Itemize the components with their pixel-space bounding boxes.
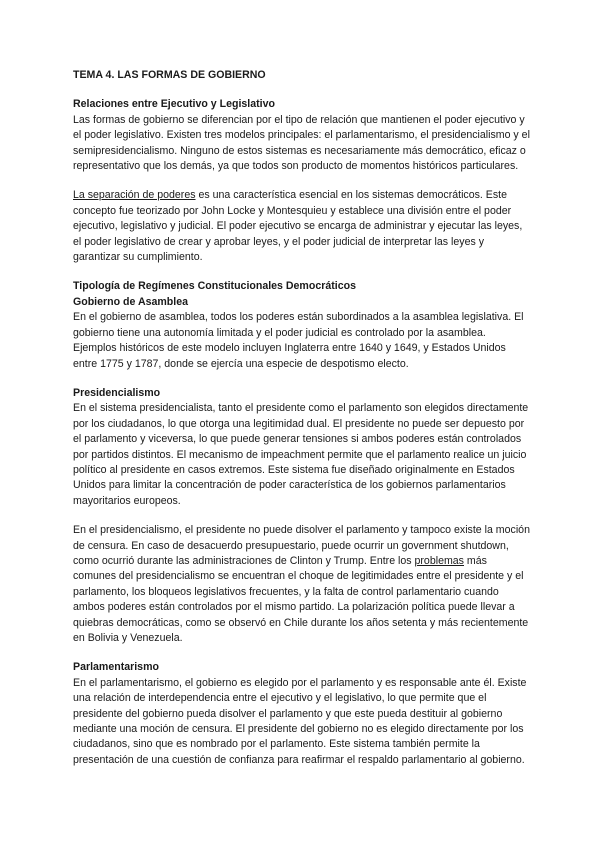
paragraph-formas-de-gobierno: Las formas de gobierno se diferencian por el tipo de relación que mantienen el poder ejecutivo y el poder legislativo. Existen tres modelos principales: el parlamentarismo, el presidencialismo y el semipresidencialismo. Ninguno de estos sistemas es necesariamente más democrático, eficaz o representativo que los demás, ya que todos son producto de momentos históricos particulares. [73, 113, 530, 173]
paragraph-gobierno-asamblea: En el gobierno de asamblea, todos los poderes están subordinados a la asamblea legislativa. El gobierno tiene una autonomía limitada y el poder judicial es controlado por la asamblea. Ejemplos históricos de este modelo incluyen Inglaterra entre 1640 y 1649, y Estados Unidos entre 1775 y 1787, donde se ejercía una especie de despotismo electo. [73, 311, 524, 370]
link-separacion-de-poderes[interactable]: La separación de poderes [73, 189, 196, 202]
paragraph-separacion-text: es una característica esencial en los sistemas democráticos. Este concepto fue teorizado por John Locke y Montesquieu y establece una división entre el poder ejecutivo, legislativo y judicial. El poder ejecutivo se encarga de administrar y ejecutar las leyes, el poder legislativo de crear y aprobar leyes, y el poder judicial de interpretar las leyes y garantizar su cumplimiento. [73, 189, 523, 264]
paragraph-separacion-poderes [73, 188, 531, 265]
paragraph-parlamentarismo: En el parlamentarismo, el gobierno es elegido por el parlamento y es responsable ante él. Existe una relación de interdependencia entre el ejecutivo y el legislativo, lo que permite que el presidente del gobierno pueda disolver el parlamento y que este pueda destituir al gobierno mediante una moción de censura. El presidente del gobierno no es elegido directamente por los ciudadanos, sino que es nombrado por el parlamento. Este sistema también permite la presentación de una cuestión de confianza para reafirmar el respaldo parlamentario al gobierno. [73, 676, 527, 766]
paragraph-presidencialismo-2-after: más comunes del presidencialismo se encuentran el choque de legitimidades entre el presidente y el parlamento, los bloqueos legislativos frecuentes, y la falta de control parlamentario cuando ambos poderes están controlados por el mismo partido. La polarización política puede llevar a quiebras democráticas, como se observó en Chile durante los años setenta y más recientemente en Bolivia y Venezuela. [73, 554, 529, 644]
section-heading-presidencialismo: Presidencialismo [73, 386, 161, 399]
subheading-gobierno-asamblea: Gobierno de Asamblea [73, 295, 188, 308]
paragraph-presidencialismo-2 [73, 523, 531, 646]
paragraph-presidencialismo-1: En el sistema presidencialista, tanto el presidente como el parlamento son elegidos directamente por los ciudadanos, lo que otorga una legitimidad dual. El presidente no puede ser depuesto por el parlamento y viceversa, lo que puede generar tensiones si ambos poderes están controlados por partidos distintos. El mecanismo de impeachment permite que el parlamento realice un juicio político al presidente en casos extremos. Este sistema fue diseñado originalmente en Estados Unidos para limitar la concentración de poder característica de los gobiernos parlamentarios mayoritarios europeos. [73, 402, 529, 507]
link-problemas[interactable]: problemas [414, 554, 464, 567]
paragraph-presidencialismo-2-before: En el presidencialismo, el presidente no puede disolver el parlamento y tampoco existe la moción de censura. En caso de desacuerdo presupuestario, puede ocurrir un government shutdown, como ocurrió durante las administraciones de Clinton y Trump. Entre los [73, 524, 530, 567]
section-heading-parlamentarismo: Parlamentarismo [73, 661, 159, 674]
section-heading-tipologia: Tipología de Regímenes Constitucionales Democráticos [73, 280, 356, 293]
document-title: TEMA 4. LAS FORMAS DE GOBIERNO [73, 69, 266, 81]
section-heading-relaciones: Relaciones entre Ejecutivo y Legislativo [73, 98, 275, 111]
document-body [73, 68, 531, 768]
